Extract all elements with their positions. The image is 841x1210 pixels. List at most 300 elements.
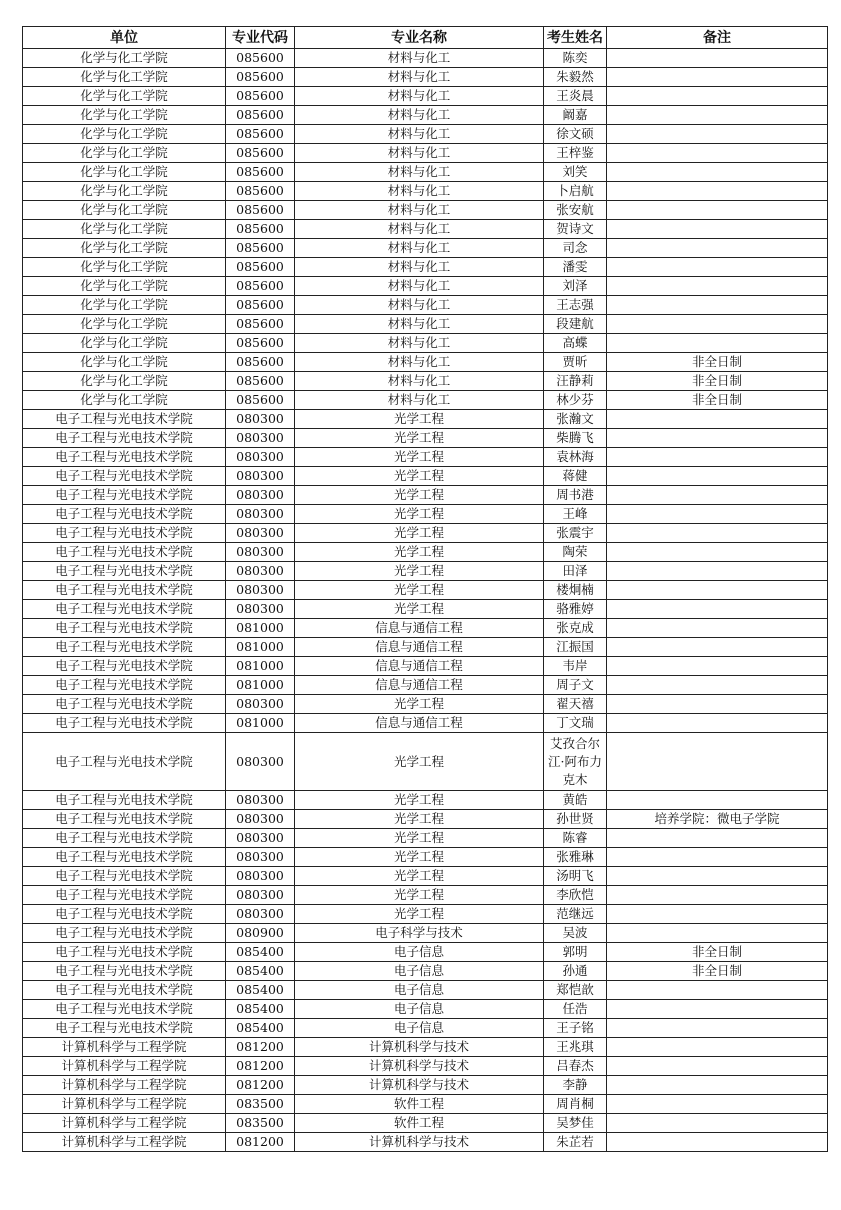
candidate-name-cell: 孙通 [544,962,607,981]
major-name-cell: 信息与通信工程 [295,638,544,657]
candidate-name-cell: 丁文瑞 [544,714,607,733]
candidate-name-cell: 吴梦佳 [544,1114,607,1133]
unit-cell: 化学与化工学院 [23,353,226,372]
major-name-cell: 光学工程 [295,810,544,829]
remarks-cell [607,106,828,125]
major-name-cell: 材料与化工 [295,258,544,277]
candidate-name-cell: 朱芷若 [544,1133,607,1152]
major-name-cell: 光学工程 [295,429,544,448]
remarks-cell [607,657,828,676]
unit-cell: 化学与化工学院 [23,391,226,410]
table-row [23,1057,828,1076]
major-name-cell: 光学工程 [295,562,544,581]
major-code-cell: 085400 [226,962,295,981]
major-name-cell: 光学工程 [295,867,544,886]
major-name-cell: 光学工程 [295,905,544,924]
table-row [23,829,828,848]
major-name-cell: 光学工程 [295,886,544,905]
major-name-cell: 材料与化工 [295,49,544,68]
candidate-name-cell: 王子铭 [544,1019,607,1038]
remarks-cell [607,505,828,524]
unit-cell: 化学与化工学院 [23,125,226,144]
major-name-cell: 电子信息 [295,962,544,981]
table-row [23,68,828,87]
table-row [23,1095,828,1114]
major-name-cell: 电子科学与技术 [295,924,544,943]
major-code-cell: 080300 [226,562,295,581]
unit-cell: 化学与化工学院 [23,87,226,106]
candidate-name-cell: 柴腾飞 [544,429,607,448]
unit-cell: 电子工程与光电技术学院 [23,1019,226,1038]
major-code-cell: 080300 [226,810,295,829]
candidate-name-cell: 刘泽 [544,277,607,296]
major-name-cell: 光学工程 [295,505,544,524]
major-name-cell: 光学工程 [295,410,544,429]
unit-cell: 化学与化工学院 [23,315,226,334]
major-name-cell: 材料与化工 [295,315,544,334]
remarks-cell [607,410,828,429]
remarks-cell [607,924,828,943]
table-row [23,886,828,905]
candidate-name-cell: 贾昕 [544,353,607,372]
unit-cell: 化学与化工学院 [23,372,226,391]
major-code-cell: 080300 [226,486,295,505]
table-row [23,410,828,429]
table-row [23,619,828,638]
remarks-cell [607,1133,828,1152]
table-body [23,49,828,1152]
unit-cell: 计算机科学与工程学院 [23,1095,226,1114]
candidate-name-cell: 陶荣 [544,543,607,562]
unit-cell: 电子工程与光电技术学院 [23,505,226,524]
major-code-cell: 080300 [226,886,295,905]
major-code-cell: 085600 [226,49,295,68]
table-row [23,144,828,163]
major-name-cell: 信息与通信工程 [295,676,544,695]
major-code-cell: 085400 [226,981,295,1000]
table-row [23,486,828,505]
major-name-cell: 材料与化工 [295,182,544,201]
major-name-cell: 材料与化工 [295,220,544,239]
unit-cell: 化学与化工学院 [23,277,226,296]
candidate-name-cell: 朱毅然 [544,68,607,87]
table-row [23,220,828,239]
table-row [23,905,828,924]
major-name-cell: 材料与化工 [295,163,544,182]
unit-cell: 电子工程与光电技术学院 [23,638,226,657]
candidate-name-cell: 郑恺歆 [544,981,607,1000]
candidate-name-cell: 郭明 [544,943,607,962]
unit-cell: 计算机科学与工程学院 [23,1038,226,1057]
major-name-cell: 软件工程 [295,1114,544,1133]
unit-cell: 电子工程与光电技术学院 [23,714,226,733]
major-name-cell: 材料与化工 [295,372,544,391]
remarks-cell [607,68,828,87]
candidate-name-cell: 江振国 [544,638,607,657]
unit-cell: 化学与化工学院 [23,182,226,201]
major-name-cell: 光学工程 [295,524,544,543]
candidate-name-cell: 艾孜合尔江·阿布力克木 [544,733,607,791]
major-code-cell: 085600 [226,353,295,372]
unit-cell: 电子工程与光电技术学院 [23,924,226,943]
major-name-cell: 材料与化工 [295,144,544,163]
candidate-name-cell: 吕春杰 [544,1057,607,1076]
remarks-cell [607,1095,828,1114]
major-code-cell: 085600 [226,258,295,277]
major-name-cell: 计算机科学与技术 [295,1133,544,1152]
table-row [23,201,828,220]
table-row [23,810,828,829]
major-name-cell: 材料与化工 [295,391,544,410]
table-row [23,848,828,867]
unit-cell: 电子工程与光电技术学院 [23,581,226,600]
unit-cell: 化学与化工学院 [23,201,226,220]
unit-cell: 化学与化工学院 [23,49,226,68]
candidate-name-cell: 范继远 [544,905,607,924]
remarks-cell [607,258,828,277]
unit-cell: 化学与化工学院 [23,68,226,87]
unit-cell: 电子工程与光电技术学院 [23,676,226,695]
major-code-cell: 085600 [226,277,295,296]
major-code-cell: 085600 [226,391,295,410]
unit-cell: 电子工程与光电技术学院 [23,467,226,486]
candidate-name-cell: 周子文 [544,676,607,695]
remarks-cell [607,695,828,714]
major-code-cell: 085600 [226,201,295,220]
remarks-cell [607,87,828,106]
header-major-name: 专业名称 [295,27,544,49]
candidate-name-cell: 张克成 [544,619,607,638]
major-code-cell: 085600 [226,106,295,125]
admission-table-container [22,26,827,1152]
remarks-cell [607,315,828,334]
major-name-cell: 计算机科学与技术 [295,1076,544,1095]
candidate-name-cell: 张雅琳 [544,848,607,867]
remarks-cell [607,867,828,886]
candidate-name-cell: 张震宇 [544,524,607,543]
table-row [23,467,828,486]
remarks-cell [607,543,828,562]
table-row [23,182,828,201]
table-header-row [23,27,828,49]
table-row [23,239,828,258]
remarks-cell [607,125,828,144]
major-name-cell: 材料与化工 [295,68,544,87]
candidate-name-cell: 任浩 [544,1000,607,1019]
unit-cell: 电子工程与光电技术学院 [23,448,226,467]
remarks-cell [607,1057,828,1076]
remarks-cell [607,220,828,239]
major-code-cell: 083500 [226,1114,295,1133]
table-row [23,372,828,391]
candidate-name-cell: 段建航 [544,315,607,334]
unit-cell: 化学与化工学院 [23,144,226,163]
remarks-cell [607,905,828,924]
remarks-cell [607,296,828,315]
remarks-cell: 非全日制 [607,943,828,962]
candidate-name-cell: 翟天禧 [544,695,607,714]
remarks-cell: 培养学院：微电子学院 [607,810,828,829]
table-row [23,1076,828,1095]
remarks-cell [607,1114,828,1133]
remarks-cell [607,600,828,619]
unit-cell: 电子工程与光电技术学院 [23,524,226,543]
major-name-cell: 软件工程 [295,1095,544,1114]
major-name-cell: 电子信息 [295,943,544,962]
header-unit: 单位 [23,27,226,49]
unit-cell: 电子工程与光电技术学院 [23,791,226,810]
remarks-cell [607,886,828,905]
major-code-cell: 085600 [226,68,295,87]
major-name-cell: 光学工程 [295,829,544,848]
table-row [23,1114,828,1133]
candidate-name-cell: 李欣恺 [544,886,607,905]
major-code-cell: 085600 [226,296,295,315]
major-code-cell: 080900 [226,924,295,943]
candidate-name-cell: 司念 [544,239,607,258]
major-code-cell: 085600 [226,144,295,163]
unit-cell: 电子工程与光电技术学院 [23,429,226,448]
candidate-name-cell: 韦岸 [544,657,607,676]
unit-cell: 化学与化工学院 [23,258,226,277]
header-candidate-name: 考生姓名 [544,27,607,49]
major-code-cell: 085600 [226,372,295,391]
major-code-cell: 081000 [226,638,295,657]
unit-cell: 计算机科学与工程学院 [23,1133,226,1152]
major-code-cell: 080300 [226,905,295,924]
major-code-cell: 080300 [226,695,295,714]
major-name-cell: 光学工程 [295,695,544,714]
candidate-name-cell: 徐文硕 [544,125,607,144]
major-name-cell: 材料与化工 [295,296,544,315]
candidate-name-cell: 卜启航 [544,182,607,201]
candidate-name-cell: 周书港 [544,486,607,505]
table-row [23,695,828,714]
remarks-cell: 非全日制 [607,353,828,372]
major-name-cell: 光学工程 [295,791,544,810]
candidate-name-cell: 周肖桐 [544,1095,607,1114]
major-code-cell: 080300 [226,829,295,848]
major-code-cell: 080300 [226,733,295,791]
unit-cell: 化学与化工学院 [23,163,226,182]
unit-cell: 电子工程与光电技术学院 [23,733,226,791]
remarks-cell [607,1076,828,1095]
remarks-cell [607,448,828,467]
table-row [23,714,828,733]
major-name-cell: 材料与化工 [295,239,544,258]
major-code-cell: 081000 [226,619,295,638]
candidate-name-cell: 袁林海 [544,448,607,467]
candidate-name-cell: 阚嘉 [544,106,607,125]
remarks-cell [607,144,828,163]
major-code-cell: 085600 [226,220,295,239]
table-row [23,163,828,182]
major-name-cell: 光学工程 [295,486,544,505]
candidate-name-cell: 陈睿 [544,829,607,848]
major-name-cell: 材料与化工 [295,201,544,220]
candidate-name-cell: 田泽 [544,562,607,581]
major-name-cell: 计算机科学与技术 [295,1057,544,1076]
candidate-name-cell: 黄皓 [544,791,607,810]
header-remarks: 备注 [607,27,828,49]
candidate-name-cell: 王梓鉴 [544,144,607,163]
unit-cell: 电子工程与光电技术学院 [23,410,226,429]
table-row [23,391,828,410]
unit-cell: 化学与化工学院 [23,239,226,258]
candidate-name-cell: 王志强 [544,296,607,315]
table-row [23,676,828,695]
table-row [23,125,828,144]
major-code-cell: 081200 [226,1038,295,1057]
unit-cell: 化学与化工学院 [23,106,226,125]
remarks-cell [607,49,828,68]
unit-cell: 电子工程与光电技术学院 [23,905,226,924]
remarks-cell [607,334,828,353]
table-row [23,791,828,810]
table-row [23,258,828,277]
table-row [23,962,828,981]
table-row [23,867,828,886]
major-code-cell: 080300 [226,410,295,429]
major-code-cell: 083500 [226,1095,295,1114]
remarks-cell [607,239,828,258]
major-code-cell: 085600 [226,182,295,201]
table-row [23,315,828,334]
table-row [23,1038,828,1057]
candidate-name-cell: 孙世贤 [544,810,607,829]
major-name-cell: 光学工程 [295,467,544,486]
major-code-cell: 085600 [226,163,295,182]
major-name-cell: 光学工程 [295,733,544,791]
major-name-cell: 电子信息 [295,981,544,1000]
major-code-cell: 085600 [226,239,295,258]
major-code-cell: 085600 [226,334,295,353]
table-row [23,353,828,372]
unit-cell: 电子工程与光电技术学院 [23,695,226,714]
unit-cell: 电子工程与光电技术学院 [23,543,226,562]
major-code-cell: 080300 [226,448,295,467]
major-name-cell: 信息与通信工程 [295,619,544,638]
candidate-name-cell: 潘雯 [544,258,607,277]
major-code-cell: 080300 [226,791,295,810]
candidate-name-cell: 楼炯楠 [544,581,607,600]
major-code-cell: 085400 [226,943,295,962]
major-code-cell: 080300 [226,867,295,886]
unit-cell: 电子工程与光电技术学院 [23,562,226,581]
candidate-name-cell: 汪静莉 [544,372,607,391]
table-row [23,943,828,962]
unit-cell: 化学与化工学院 [23,334,226,353]
unit-cell: 电子工程与光电技术学院 [23,962,226,981]
major-name-cell: 电子信息 [295,1019,544,1038]
major-name-cell: 材料与化工 [295,106,544,125]
candidate-name-cell: 吴波 [544,924,607,943]
remarks-cell [607,848,828,867]
remarks-cell: 非全日制 [607,391,828,410]
remarks-cell [607,277,828,296]
header-major-code: 专业代码 [226,27,295,49]
remarks-cell [607,524,828,543]
major-name-cell: 材料与化工 [295,353,544,372]
candidate-name-cell: 林少芬 [544,391,607,410]
table-row [23,733,828,791]
major-code-cell: 085400 [226,1019,295,1038]
major-code-cell: 081200 [226,1133,295,1152]
table-row [23,296,828,315]
major-name-cell: 材料与化工 [295,277,544,296]
remarks-cell [607,581,828,600]
remarks-cell [607,1038,828,1057]
major-code-cell: 080300 [226,505,295,524]
remarks-cell [607,714,828,733]
unit-cell: 电子工程与光电技术学院 [23,657,226,676]
table-row [23,543,828,562]
remarks-cell [607,791,828,810]
unit-cell: 电子工程与光电技术学院 [23,600,226,619]
table-row [23,600,828,619]
remarks-cell [607,163,828,182]
table-row [23,981,828,1000]
remarks-cell [607,562,828,581]
major-name-cell: 信息与通信工程 [295,657,544,676]
remarks-cell [607,1000,828,1019]
remarks-cell [607,829,828,848]
major-code-cell: 080300 [226,429,295,448]
remarks-cell [607,486,828,505]
table-row [23,106,828,125]
major-code-cell: 081200 [226,1076,295,1095]
table-row [23,49,828,68]
admission-list-table [22,26,828,1152]
major-name-cell: 光学工程 [295,581,544,600]
major-name-cell: 电子信息 [295,1000,544,1019]
major-code-cell: 081000 [226,676,295,695]
major-name-cell: 计算机科学与技术 [295,1038,544,1057]
remarks-cell: 非全日制 [607,962,828,981]
table-row [23,562,828,581]
table-row [23,448,828,467]
unit-cell: 化学与化工学院 [23,296,226,315]
candidate-name-cell: 高蝶 [544,334,607,353]
major-code-cell: 080300 [226,467,295,486]
major-name-cell: 光学工程 [295,600,544,619]
major-code-cell: 080300 [226,581,295,600]
remarks-cell [607,733,828,791]
candidate-name-cell: 蒋健 [544,467,607,486]
candidate-name-cell: 陈奕 [544,49,607,68]
unit-cell: 电子工程与光电技术学院 [23,981,226,1000]
remarks-cell [607,981,828,1000]
unit-cell: 电子工程与光电技术学院 [23,886,226,905]
candidate-name-cell: 张瀚文 [544,410,607,429]
remarks-cell [607,201,828,220]
candidate-name-cell: 王兆琪 [544,1038,607,1057]
table-row [23,334,828,353]
major-code-cell: 080300 [226,848,295,867]
major-name-cell: 光学工程 [295,848,544,867]
remarks-cell [607,182,828,201]
unit-cell: 化学与化工学院 [23,220,226,239]
candidate-name-cell: 刘笑 [544,163,607,182]
unit-cell: 电子工程与光电技术学院 [23,810,226,829]
unit-cell: 计算机科学与工程学院 [23,1114,226,1133]
table-row [23,581,828,600]
major-name-cell: 材料与化工 [295,87,544,106]
candidate-name-cell: 汤明飞 [544,867,607,886]
table-row [23,1019,828,1038]
major-code-cell: 085400 [226,1000,295,1019]
candidate-name-cell: 张安航 [544,201,607,220]
